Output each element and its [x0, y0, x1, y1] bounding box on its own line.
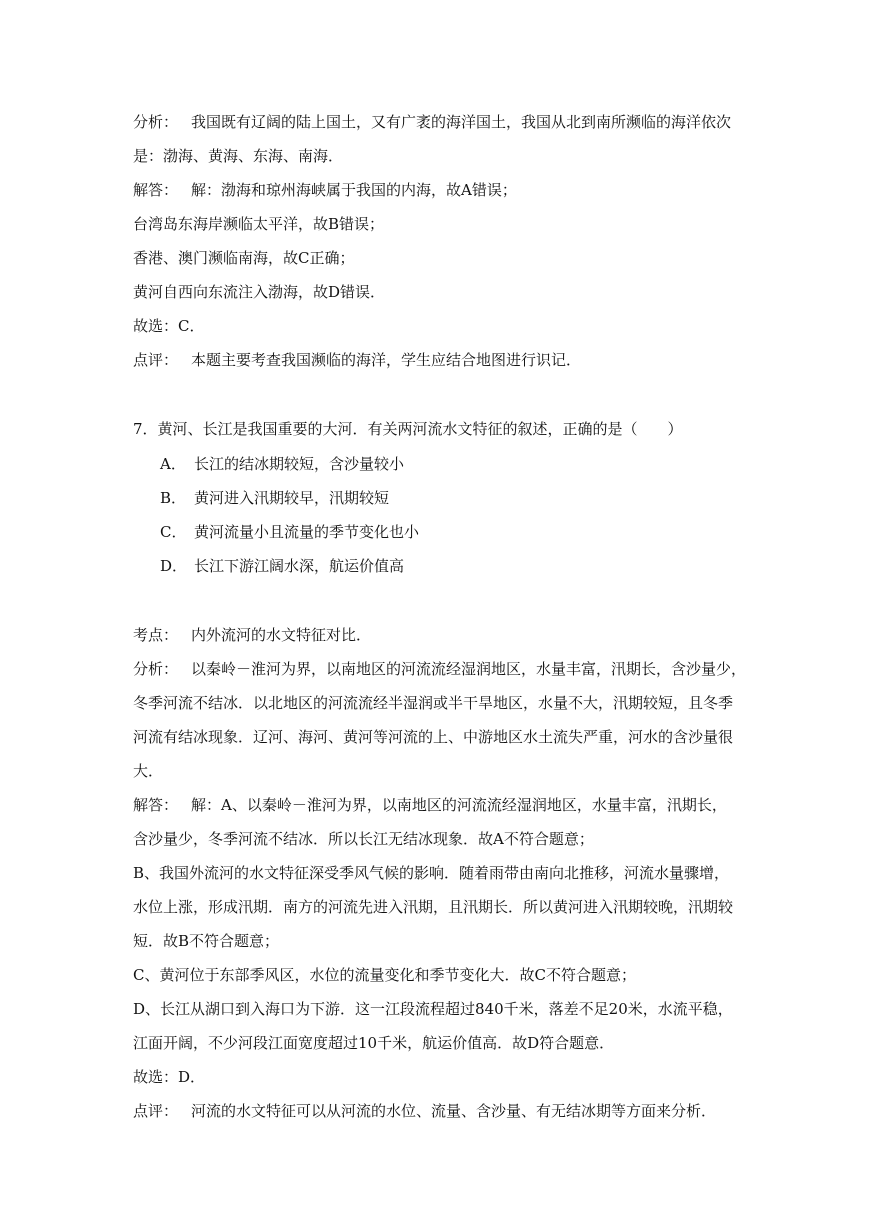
answer-2-line-8: 江面开阔，不少河段江面宽度超过10千米，航运价值高．故D符合题意． — [133, 1034, 615, 1052]
answer-label: 解答： — [133, 796, 179, 814]
analysis-label: 分析： — [133, 113, 179, 131]
answer-2-line-1 — [133, 795, 727, 815]
answer-2-line-7: D、长江从湖口到入海口为下游．这一江段流程超过840千米，落差不足20米，水流平稳， — [133, 1000, 733, 1018]
option-key: C． — [160, 523, 187, 541]
keypoint — [133, 625, 371, 645]
option-text: 黄河进入汛期较早，汛期较短 — [194, 489, 390, 507]
option-text: 长江下游江阔水深，航运价值高 — [194, 557, 405, 575]
answer-1-line-3: 香港、澳门濒临南海，故C正确； — [133, 249, 355, 267]
answer-2-line-6: C、黄河位于东部季风区，水位的流量变化和季节变化大．故C不符合题意； — [133, 966, 636, 984]
analysis-2-line-4: 大． — [133, 762, 164, 780]
option-d — [160, 556, 404, 576]
answer-text: 解：渤海和琼州海峡属于我国的内海，故A错误； — [191, 181, 517, 199]
question-7-stem: 7．黄河、长江是我国重要的大河．有关两河流水文特征的叙述，正确的是（ ） — [133, 420, 683, 438]
option-text: 黄河流量小且流量的季节变化也小 — [194, 523, 420, 541]
choice-1: 故选：C． — [133, 317, 205, 335]
comment-text: 本题主要考查我国濒临的海洋，学生应结合地图进行识记． — [191, 351, 582, 369]
answer-1-line-4: 黄河自西向东流注入渤海，故D错误． — [133, 283, 386, 301]
answer-2-line-5: 短．故B不符合题意； — [133, 932, 280, 950]
keypoint-text: 内外流河的水文特征对比． — [191, 626, 372, 644]
comment-label: 点评： — [133, 351, 179, 369]
answer-2-line-4: 水位上涨，形成汛期．南方的河流先进入汛期，且汛期长．所以黄河进入汛期较晚，汛期较 — [133, 898, 734, 916]
analysis-2-line-2: 冬季河流不结冰．以北地区的河流流经半湿润或半干旱地区，水量不大，汛期较短，且冬季 — [133, 694, 734, 712]
option-key: B． — [160, 489, 187, 507]
comment-1 — [133, 350, 581, 370]
analysis-1-line-2: 是：渤海、黄海、东海、南海． — [133, 147, 344, 165]
comment-text: 河流的水文特征可以从河流的水位、流量、含沙量、有无结冰期等方面来分析． — [191, 1102, 717, 1120]
analysis-2-line-1 — [133, 659, 746, 679]
choice-2: 故选：D． — [133, 1068, 206, 1086]
option-c — [160, 522, 419, 542]
option-key: D． — [160, 557, 188, 575]
option-b — [160, 488, 389, 508]
comment-2 — [133, 1101, 716, 1121]
keypoint-label: 考点： — [133, 626, 179, 644]
answer-label: 解答： — [133, 181, 179, 199]
option-text: 长江的结冰期较短，含沙量较小 — [194, 455, 405, 473]
answer-1-line-1 — [133, 180, 517, 200]
analysis-label: 分析： — [133, 660, 179, 678]
analysis-2-line-3: 河流有结冰现象．辽河、海河、黄河等河流的上、中游地区水土流失严重，河水的含沙量很 — [133, 728, 734, 746]
analysis-text: 以秦岭－淮河为界，以南地区的河流流经湿润地区，水量丰富，汛期长，含沙量少， — [191, 660, 747, 678]
analysis-text: 我国既有辽阔的陆上国土，又有广袤的海洋国土，我国从北到南所濒临的海洋依次 — [191, 113, 732, 131]
answer-2-line-3: B、我国外流河的水文特征深受季风气候的影响．随着雨带由南向北推移，河流水量骤增， — [133, 864, 730, 882]
analysis-1-line-1 — [133, 112, 731, 132]
option-a — [160, 454, 404, 474]
answer-2-line-2: 含沙量少，冬季河流不结冰．所以长江无结冰现象．故A不符合题意； — [133, 830, 594, 848]
option-key: A． — [160, 455, 186, 473]
answer-1-line-2: 台湾岛东海岸濒临太平洋，故B错误； — [133, 215, 385, 233]
answer-text: 解：A、以秦岭－淮河为界，以南地区的河流流经湿润地区，水量丰富，汛期长， — [191, 796, 727, 814]
comment-label: 点评： — [133, 1102, 179, 1120]
